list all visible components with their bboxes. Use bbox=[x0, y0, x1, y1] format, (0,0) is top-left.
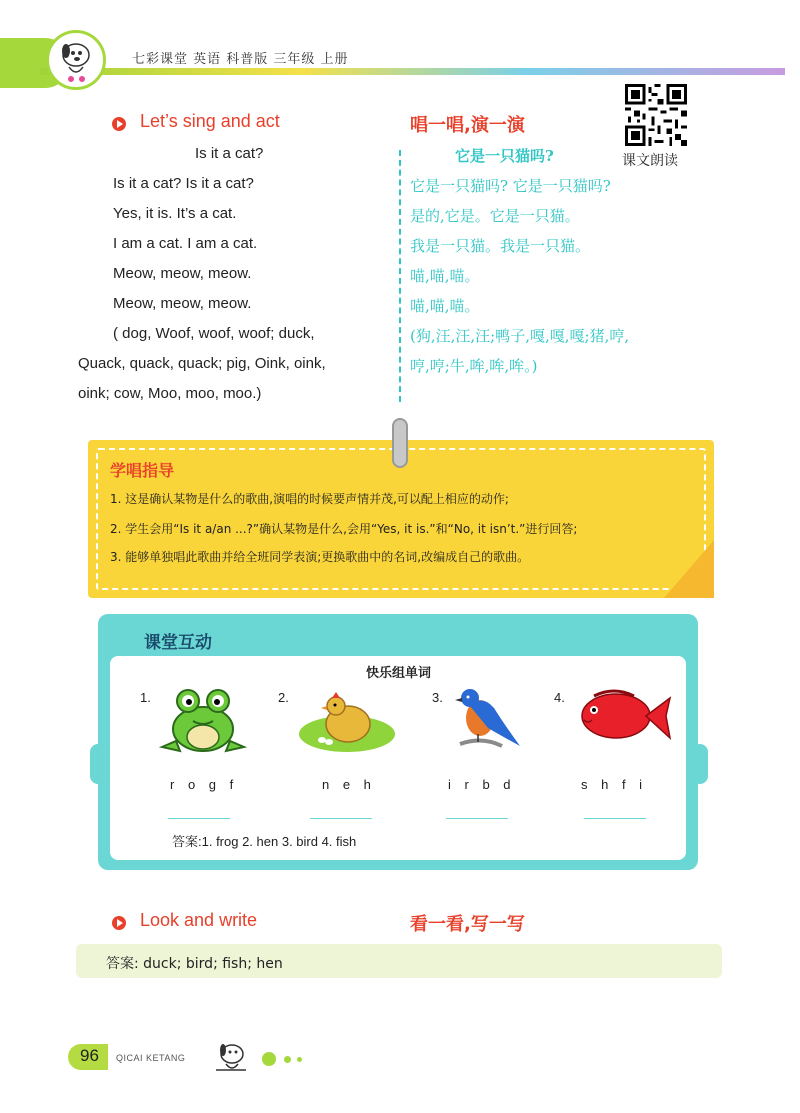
header-rainbow-bar bbox=[40, 68, 785, 75]
guide-border bbox=[96, 448, 706, 590]
guide-title: 学唱指导 bbox=[110, 461, 175, 480]
item-number: 4. bbox=[554, 690, 565, 705]
frog-icon bbox=[158, 685, 248, 757]
dog-mascot-footer-icon bbox=[208, 1038, 254, 1074]
scrambled-letters: r o g f bbox=[170, 777, 239, 792]
answer-text: 答案: duck; bird; fish; hen bbox=[106, 956, 283, 972]
qr-code[interactable] bbox=[625, 84, 687, 146]
panel-subtitle: 快乐组单词 bbox=[366, 666, 432, 681]
answer-blank[interactable] bbox=[310, 818, 372, 819]
panel-title: 课堂互动 bbox=[144, 633, 212, 653]
answer-blank[interactable] bbox=[168, 818, 230, 819]
scrambled-letters: s h f i bbox=[581, 777, 648, 792]
section-title-en: Let’s sing and act bbox=[140, 111, 280, 131]
page-number: 96 bbox=[80, 1046, 99, 1065]
song-line: ( dog, Woof, woof, woof; duck, bbox=[113, 325, 315, 342]
footer-dot bbox=[284, 1056, 291, 1063]
song-title-en: Is it a cat? bbox=[195, 145, 264, 162]
bird-icon bbox=[452, 684, 524, 760]
song-line: oink; cow, Moo, moo, moo.) bbox=[78, 385, 262, 402]
song-line: Yes, it is. It’s a cat. bbox=[113, 205, 237, 222]
guide-line: 2. 学生会用“Is it a/an ...?”确认某物是什么,会用“Yes, it is.”和“No, it isn’t.”进行回答; bbox=[110, 522, 578, 536]
section-title-cn: 看一看,写一写 bbox=[410, 914, 525, 935]
song-line-cn: (狗,汪,汪,汪;鸭子,嘎,嘎,嘎;猪,哼, bbox=[410, 327, 630, 345]
section-title-en: Look and write bbox=[140, 910, 258, 930]
song-line: Quack, quack, quack; pig, Oink, oink, bbox=[78, 355, 326, 372]
song-title-cn: 它是一只猫吗? bbox=[455, 147, 554, 165]
panel-side-tab bbox=[90, 744, 106, 784]
song-line: I am a cat. I am a cat. bbox=[113, 235, 258, 252]
song-line-cn: 它是一只猫吗? 它是一只猫吗? bbox=[410, 177, 611, 195]
header-title: 七彩课堂 英语 科普版 三年级 上册 bbox=[132, 52, 349, 67]
item-number: 3. bbox=[432, 690, 443, 705]
scrambled-letters: i r b d bbox=[448, 777, 516, 792]
song-line-cn: 喵,喵,喵。 bbox=[410, 297, 480, 315]
answer-blank[interactable] bbox=[584, 818, 646, 819]
item-number: 2. bbox=[278, 690, 289, 705]
guide-line: 3. 能够单独唱此歌曲并给全班同学表演;更换歌曲中的名词,改编成自己的歌曲。 bbox=[110, 550, 530, 564]
song-line-cn: 是的,它是。它是一只猫。 bbox=[410, 207, 580, 225]
guide-line: 1. 这是确认某物是什么的歌曲,演唱的时候要声情并茂,可以配上相应的动作; bbox=[110, 492, 509, 506]
qr-code-icon bbox=[625, 84, 687, 146]
item-number: 1. bbox=[140, 690, 151, 705]
scrambled-letters: n e h bbox=[322, 777, 376, 792]
hen-icon bbox=[296, 684, 398, 756]
dog-mascot-icon bbox=[49, 33, 103, 87]
song-line: Meow, meow, meow. bbox=[113, 265, 252, 282]
footer-brand: QICAI KETANG bbox=[116, 1053, 186, 1063]
play-icon bbox=[112, 916, 126, 930]
section-title-cn: 唱一唱,演一演 bbox=[410, 115, 525, 136]
song-line-cn: 喵,喵,喵。 bbox=[410, 267, 480, 285]
song-line-cn: 我是一只猫。我是一只猫。 bbox=[410, 237, 591, 255]
song-line: Is it a cat? Is it a cat? bbox=[113, 175, 254, 192]
footer-dot bbox=[297, 1057, 302, 1062]
dashed-divider bbox=[399, 150, 401, 402]
answer-blank[interactable] bbox=[446, 818, 508, 819]
footer-dot bbox=[262, 1052, 276, 1066]
mascot-logo bbox=[46, 30, 106, 90]
song-line: Meow, meow, meow. bbox=[113, 295, 252, 312]
play-icon bbox=[112, 117, 126, 131]
interaction-answer: 答案:1. frog 2. hen 3. bird 4. fish bbox=[172, 834, 357, 849]
fish-icon bbox=[574, 686, 672, 748]
clip-icon bbox=[392, 418, 408, 468]
panel-side-tab bbox=[692, 744, 708, 784]
qr-label: 课文朗读 bbox=[622, 153, 678, 169]
song-line-cn: 哼,哼;牛,哞,哞,哞。) bbox=[410, 357, 538, 375]
